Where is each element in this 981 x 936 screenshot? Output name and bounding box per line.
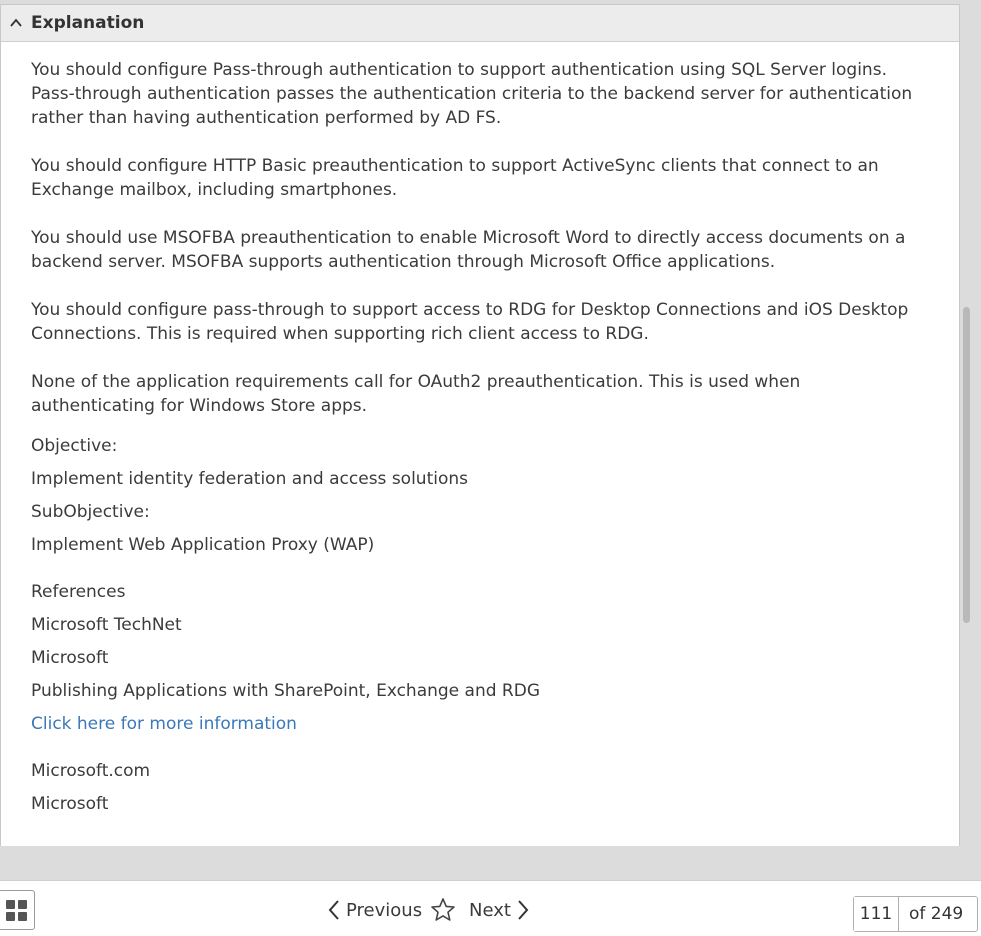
explanation-panel (0, 4, 960, 846)
reference-title: Publishing Applications with SharePoint, Exchange and RDG (31, 681, 541, 701)
more-information-link[interactable]: Click here for more information (31, 714, 297, 734)
subobjective-label: SubObjective: (31, 502, 150, 522)
explanation-paragraph: You should configure pass-through to support access to RDG for Desktop Connections and iOS Desktop Connections. This is required when supporting rich client access to RDG. (31, 300, 909, 344)
explanation-paragraph: You should configure Pass-through authentication to support authentication using SQL Server logins. Pass-through authentication passes the authentication criteria to the backend server for authentication rather than having authentication performed by AD FS. (31, 60, 913, 128)
explanation-title: Explanation (31, 13, 145, 33)
next-label: Next (469, 899, 511, 921)
grid-icon (6, 900, 15, 909)
reference-publisher: Microsoft (31, 794, 109, 814)
chevron-right-icon (515, 898, 531, 922)
grid-icon (18, 900, 27, 909)
previous-label: Previous (346, 899, 423, 921)
explanation-header[interactable] (1, 4, 959, 42)
explanation-paragraph: You should use MSOFBA preauthentication to enable Microsoft Word to directly access documents on a backend server. MSOFBA supports authentication through Microsoft Office applications. (31, 228, 906, 272)
reference-source: Microsoft.com (31, 761, 151, 781)
chevron-left-icon (326, 898, 342, 922)
explanation-paragraph: None of the application requirements call for OAuth2 preauthentication. This is used when authenticating for Windows Store apps. (31, 372, 801, 416)
subobjective-value: Implement Web Application Proxy (WAP) (31, 535, 375, 555)
objective-value: Implement identity federation and access solutions (31, 469, 468, 489)
references-label: References (31, 582, 126, 602)
page-total: of 249 (909, 904, 964, 924)
gray-strip (0, 846, 981, 880)
grid-icon (18, 912, 27, 921)
explanation-content (1, 42, 959, 816)
chevron-up-icon (9, 16, 23, 30)
page-indicator (853, 896, 978, 932)
footer-bar (0, 880, 981, 936)
grid-icon (6, 912, 15, 921)
star-icon[interactable] (430, 897, 456, 923)
objective-label: Objective: (31, 436, 118, 456)
reference-source: Microsoft TechNet (31, 615, 182, 635)
scrollbar-thumb[interactable] (963, 307, 970, 623)
previous-button[interactable] (326, 895, 422, 925)
grid-view-button[interactable] (0, 890, 35, 930)
explanation-paragraph: You should configure HTTP Basic preauthentication to support ActiveSync clients that connect to an Exchange mailbox, including smartphones. (31, 156, 879, 200)
next-button[interactable] (469, 895, 531, 925)
page-number-input[interactable] (854, 897, 899, 931)
reference-publisher: Microsoft (31, 648, 109, 668)
